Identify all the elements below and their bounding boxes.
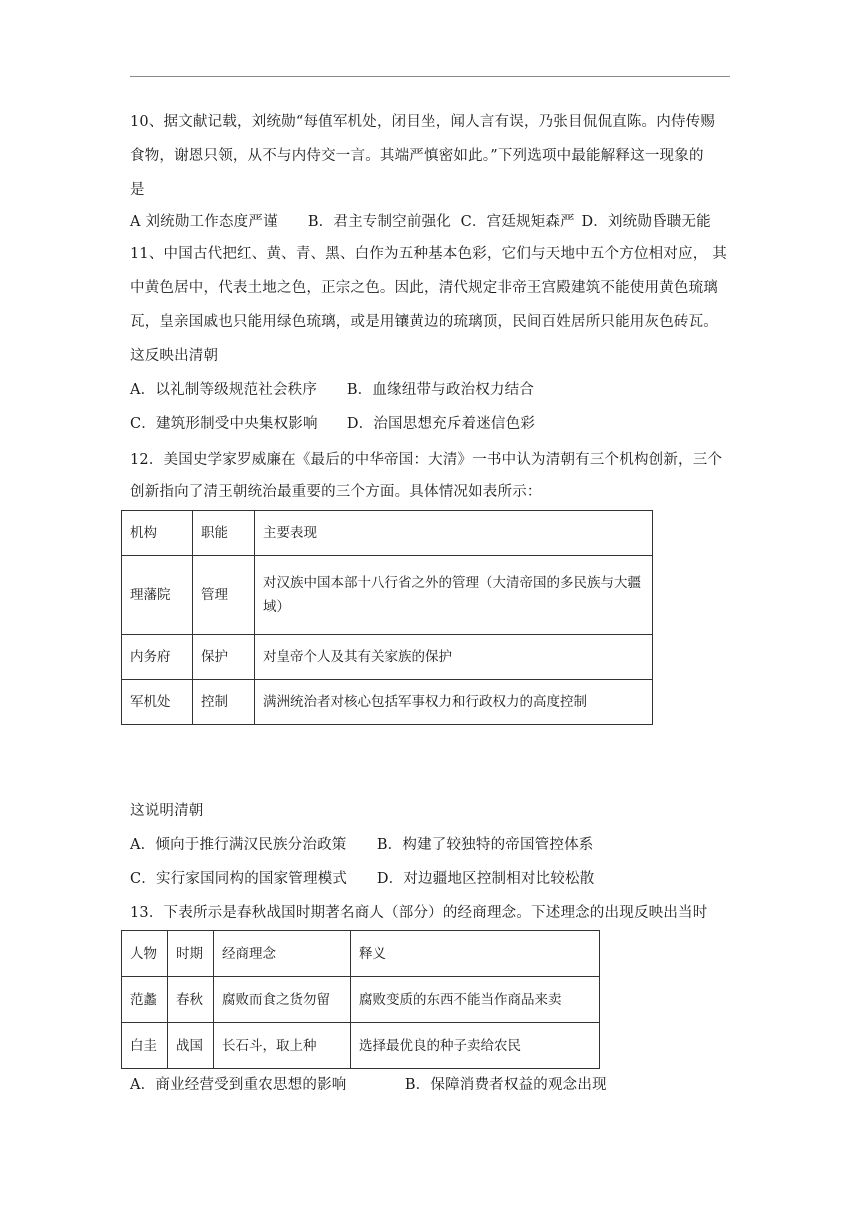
table-row	[122, 680, 653, 725]
table-cell: 腐败变质的东西不能当作商品来卖	[351, 977, 600, 1023]
q12-option-b[interactable]: B．构建了较独特的帝国管控体系	[376, 837, 594, 853]
q10-stem-line-3: 是	[130, 182, 145, 198]
table-cell: 对皇帝个人及其有关家族的保护	[255, 635, 653, 680]
q12-option-a[interactable]: A．倾向于推行满汉民族分治政策	[130, 837, 347, 853]
q11-options-row-1	[130, 380, 534, 400]
q13-stem-line-1: 13．下表所示是春秋战国时期著名商人（部分）的经商理念。下述理念的出现反映出当时	[130, 905, 708, 921]
table-cell: 战国	[168, 1023, 214, 1069]
table-cell: 范蠡	[122, 977, 168, 1023]
q10-option-d[interactable]: D．刘统勋昏聩无能	[581, 214, 711, 230]
table-cell: 军机处	[122, 680, 193, 725]
table-header-cell: 主要表现	[255, 511, 653, 556]
q10-stem-line-2: 食物，谢恩只领，从不与内侍交一言。其端严慎密如此。”下列选项中最能解释这一现象的	[130, 148, 704, 164]
table-cell: 白圭	[122, 1023, 168, 1069]
table-header-row	[122, 931, 600, 977]
table-header-cell: 时期	[168, 931, 214, 977]
table-header-row	[122, 511, 653, 556]
table-header-cell: 职能	[193, 511, 255, 556]
table-cell: 管理	[193, 556, 255, 635]
q12-after-text: 这说明清朝	[130, 803, 204, 819]
q11-options-row-2	[130, 414, 535, 434]
table-header-cell: 人物	[122, 931, 168, 977]
table-cell: 内务府	[122, 635, 193, 680]
q13-options	[130, 1075, 607, 1095]
table-cell: 满洲统治者对核心包括军事权力和行政权力的高度控制	[255, 680, 653, 725]
table-cell: 选择最优良的种子卖给农民	[351, 1023, 600, 1069]
table-header-cell: 机构	[122, 511, 193, 556]
table-cell: 春秋	[168, 977, 214, 1023]
table-cell: 腐败而食之货勿留	[214, 977, 351, 1023]
q13-option-b[interactable]: B．保障消费者权益的观念出现	[404, 1077, 607, 1093]
q10-option-c[interactable]: C．宫廷规矩森严	[460, 214, 575, 230]
table-row	[122, 556, 653, 635]
q11-option-d[interactable]: D．治国思想充斥着迷信色彩	[346, 416, 536, 432]
table-cell: 保护	[193, 635, 255, 680]
q12-table	[121, 510, 653, 725]
header-rule	[130, 76, 730, 77]
q12-options-row-2	[130, 869, 594, 889]
q11-stem-line-4: 这反映出清朝	[130, 348, 219, 364]
q12-stem-line-2: 创新指向了清王朝统治最重要的三个方面。具体情况如表所示：	[130, 484, 542, 500]
q11-stem-line-2: 中黄色居中，代表土地之色，正宗之色。因此，清代规定非帝王宫殿建筑不能使用黄色琉璃	[130, 280, 718, 296]
q12-stem-line-1: 12．美国史学家罗威廉在《最后的中华帝国：大清》一书中认为清朝有三个机构创新，三个	[130, 452, 723, 468]
q12-option-c[interactable]: C．实行家国同构的国家管理模式	[130, 871, 348, 887]
q11-option-b[interactable]: B．血缘纽带与政治权力结合	[346, 382, 535, 398]
q12-option-d[interactable]: D．对边疆地区控制相对比较松散	[376, 871, 595, 887]
table-row	[122, 977, 600, 1023]
q11-stem-line-3: 瓦，皇亲国戚也只能用绿色琉璃，或是用镶黄边的琉璃顶，民间百姓居所只能用灰色砖瓦。	[130, 314, 718, 330]
table-row	[122, 1023, 600, 1069]
q10-option-b[interactable]: B．君主专制空前强化	[307, 214, 451, 230]
q11-option-a[interactable]: A．以礼制等级规范社会秩序	[130, 382, 318, 398]
q11-stem-line-1: 11、中国古代把红、黄、青、黑、白作为五种基本色彩，它们与天地中五个方位相对应， 其	[130, 246, 727, 262]
q13-table	[121, 930, 600, 1069]
table-cell: 长石斗，取上种	[214, 1023, 351, 1069]
q10-options	[130, 212, 711, 232]
q11-option-c[interactable]: C．建筑形制受中央集权影响	[130, 416, 318, 432]
q12-options-row-1	[130, 835, 593, 855]
table-header-cell: 经商理念	[214, 931, 351, 977]
q10-option-a[interactable]: A 刘统勋工作态度严谨	[130, 214, 278, 230]
table-cell: 理藩院	[122, 556, 193, 635]
table-header-cell: 释义	[351, 931, 600, 977]
q10-stem-line-1: 10、据文献记载，刘统勋“每值军机处，闭目坐，闻人言有误，乃张目侃侃直陈。内侍传赐	[130, 114, 716, 130]
q13-option-a[interactable]: A．商业经营受到重农思想的影响	[130, 1077, 347, 1093]
table-cell: 控制	[193, 680, 255, 725]
table-row	[122, 635, 653, 680]
table-cell: 对汉族中国本部十八行省之外的管理（大清帝国的多民族与大疆域）	[255, 556, 653, 635]
